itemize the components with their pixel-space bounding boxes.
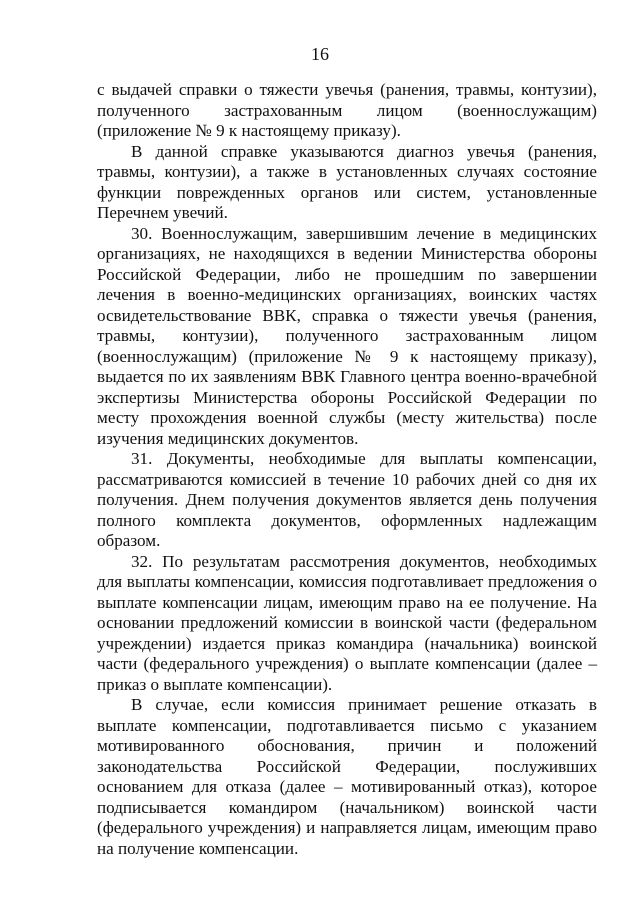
- page-number: 16: [311, 44, 329, 64]
- paragraph-certificate-contents: В данной справке указываются диагноз увечья (ранения, травмы, контузии), а также в установленных случаях состояние функции поврежденных органов или систем, установленные Перечнем увечий.: [97, 141, 597, 222]
- document-body: [97, 80, 597, 859]
- paragraph-refusal: В случае, если комиссия принимает решение отказать в выплате компенсации, подготавливается письмо с указанием мотивированного обоснования, причин и положений законодательства Российской Федерации, послуживших основанием для отказа (далее – мотивированный отказ), которое подписывается командиром (начальником) воинской части (федерального учреждения) и направляется лицам, имеющим право на получение компенсации.: [97, 695, 597, 858]
- paragraph-31: 31. Документы, необходимые для выплаты компенсации, рассматриваются комиссией в течение 10 рабочих дней со дня их получения. Днем получения документов является день получения полного комплекта документов, оформленных надлежащим образом.: [97, 449, 597, 550]
- paragraph-continuation: с выдачей справки о тяжести увечья (ранения, травмы, контузии), полученного застрахованным лицом (военнослужащим) (приложение № 9 к настоящему приказу).: [97, 80, 597, 140]
- paragraph-30: 30. Военнослужащим, завершившим лечение в медицинских организациях, не находящихся в ведении Министерства обороны Российской Федерации, либо не прошедшим по завершении лечения в военно-медицинских организациях, воинских частях освидетельствование ВВК, справка о тяжести увечья (ранения, травмы, контузии), полученного застрахованным лицом (военнослужащим) (приложение № 9 к настоящему приказу), выдается по их заявлениям ВВК Главного центра военно-врачебной экспертизы Министерства обороны Российской Федерации по месту прохождения военной службы (месту жительства) после изучения медицинских документов.: [97, 223, 597, 448]
- paragraph-32: 32. По результатам рассмотрения документов, необходимых для выплаты компенсации, комиссия подготавливает предложения о выплате компенсации лицам, имеющим право на ее получение. На основании предложений комиссии в воинской части (федеральном учреждении) издается приказ командира (начальника) воинской части (федерального учреждения) о выплате компенсации (далее – приказ о выплате компенсации).: [97, 551, 597, 694]
